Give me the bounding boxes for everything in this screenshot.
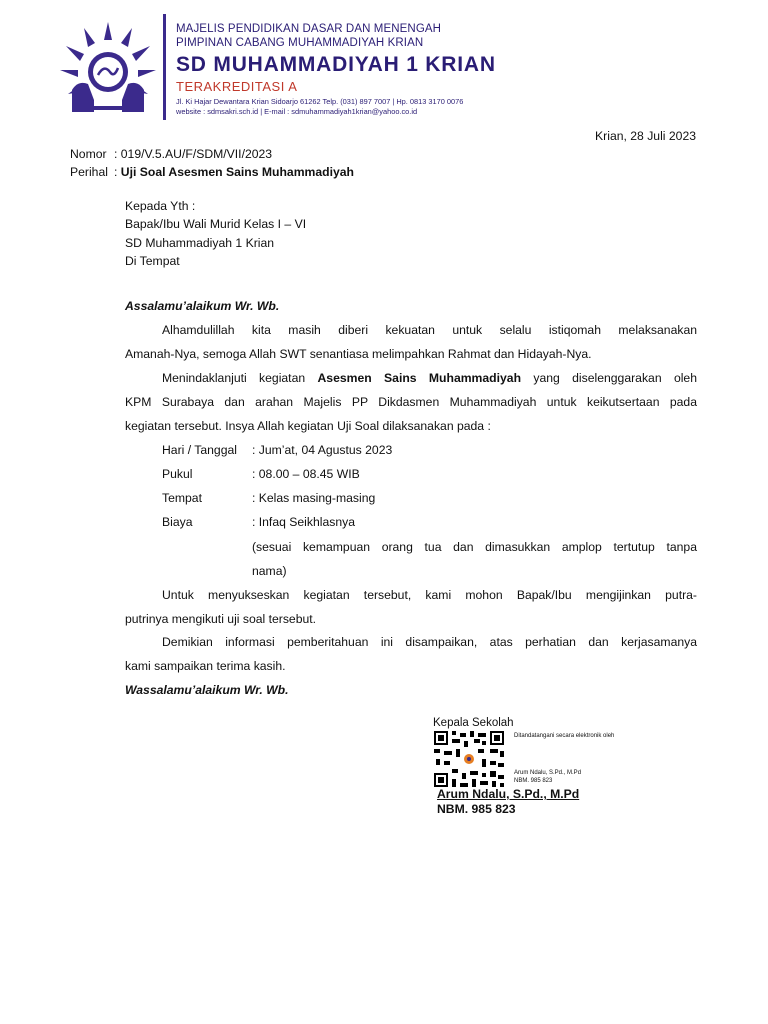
signer-nbm: NBM. 985 823 [437,802,516,816]
perihal-colon: : [114,165,121,179]
nomor-value: : 019/V.5.AU/F/SDM/VII/2023 [114,147,273,161]
detail-value: : Jum’at, 04 Agustus 2023 [252,443,393,457]
letterhead-line2: PIMPINAN CABANG MUHAMMADIYAH KRIAN [176,37,424,49]
recipient-line: Bapak/Ibu Wali Murid Kelas I – VI [125,217,307,231]
event-name: Asesmen Sains Muhammadiyah [317,371,522,385]
paragraph-4-line: kami sampaikan terima kasih. [125,659,286,673]
paragraph-2-pre: Menindaklanjuti kegiatan [162,371,318,385]
recipient-line: Di Tempat [125,254,180,268]
e-sign-nbm: NBM. 985 823 [514,778,553,784]
e-sign-note: Ditandatangani secara elektronik oleh [514,733,615,739]
paragraph-1-line: Amanah-Nya, semoga Allah SWT senantiasa melimpahkan Rahmat dan Hidayah-Nya. [125,347,592,361]
biaya-note-line: nama) [252,564,287,578]
nomor-label: Nomor [70,147,107,161]
signer-name: Arum Ndalu, S.Pd., M.Pd [437,787,580,801]
e-sign-name: Arum Ndalu, S.Pd., M.Pd [514,770,582,776]
muhammadiyah-logo-icon [58,20,158,116]
recipient-line: Kepada Yth : [125,199,196,213]
paragraph-2-line [162,370,697,386]
nomor-row [70,146,272,162]
letter-date: Krian, 28 Juli 2023 [595,129,696,143]
detail-value: : Infaq Seikhlasnya [252,515,355,529]
paragraph-4-line: Demikian informasi pemberitahuan ini disampaikan, atas perhatian dan kerjasamanya [162,635,697,649]
signature-title: Kepala Sekolah [433,717,514,729]
letterhead [176,22,576,117]
salam-closing: Wassalamu’alaikum Wr. Wb. [125,683,289,697]
detail-label: Pukul [162,467,193,481]
perihal-label: Perihal [70,165,108,179]
detail-value: : Kelas masing-masing [252,491,376,505]
qr-code-icon [434,731,504,787]
detail-label: Hari / Tanggal [162,443,237,457]
salam-opening: Assalamu’alaikum Wr. Wb. [125,299,280,313]
paragraph-3-line: Untuk menyukseskan kegiatan tersebut, kami mohon Bapak/Ibu mengijinkan putra- [162,588,697,602]
letterhead-line1: MAJELIS PENDIDIKAN DASAR DAN MENENGAH [176,23,442,35]
accreditation: TERAKREDITASI A [176,79,298,94]
paragraph-2-post: yang diselenggarakan oleh [521,371,697,385]
paragraph-1-line: Alhamdulillah kita masih diberi kekuatan untuk selalu istiqomah melaksanakan [162,323,697,337]
recipient-line: SD Muhammadiyah 1 Krian [125,236,275,250]
paragraph-2-line: KPM Surabaya dan arahan Majelis PP Dikdasmen Muhammadiyah untuk keikutsertaan pada [125,395,697,409]
paragraph-3-line: putrinya mengikuti uji soal tersebut. [125,612,317,626]
school-address: Jl. Ki Hajar Dewantara Krian Sidoarjo 61262 Telp. (031) 897 7007 | Hp. 0813 3170 0076 [176,97,464,106]
detail-label: Biaya [162,515,193,529]
biaya-note-line: (sesuai kemampuan orang tua dan dimasukkan amplop tertutup tanpa [252,540,697,554]
detail-value: : 08.00 – 08.45 WIB [252,467,360,481]
perihal-value: Uji Soal Asesmen Sains Muhammadiyah [120,165,354,179]
paragraph-2-line: kegiatan tersebut. Insya Allah kegiatan Uji Soal dilaksanakan pada : [125,419,491,433]
school-name: SD MUHAMMADIYAH 1 KRIAN [176,53,496,76]
letterhead-divider [163,14,166,120]
school-web-email: website : sdmsakri.sch.id | E-mail : sdmuhammadiyah1krian@yahoo.co.id [176,107,418,116]
detail-label: Tempat [162,491,202,505]
perihal-row [70,164,354,180]
